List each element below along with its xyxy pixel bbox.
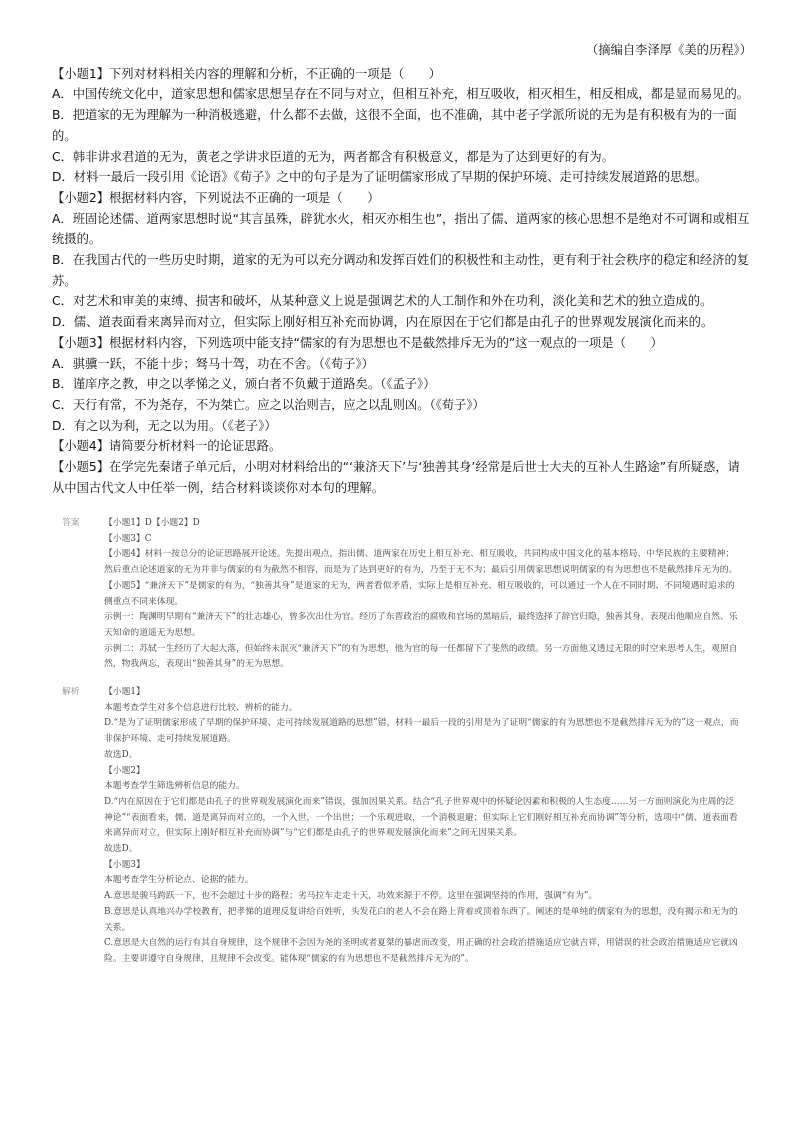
question-2-option-c: C．对艺术和审美的束缚、损害和破坏，从某种意义上说是强调艺术的人工制作和外在功利，淡化美和艺术的独立造成的。 — [52, 294, 713, 309]
question-1-option-d: D．材料一最后一段引用《论语》《荀子》之中的句子是为了证明儒家形成了早期的保护环境、走可持续发展道路的思想。 — [52, 170, 708, 185]
question-3-option-d: D．有之以为利，无之以为用。（《老子》） — [52, 418, 277, 433]
question-3-option-a: A．骐骥一跃，不能十步；驽马十驾，功在不舍。（《荀子》） — [52, 356, 374, 371]
analysis-block — [62, 685, 742, 968]
answer-line: 【小题4】材料一按总分的论证思路展开论述。先提出观点，指出儒、道两家在历史上相互补充、相互吸收，共同构成中国文化的基本格局、中华民族的主要精神；然后重点论述道家的无为并非与儒家的有为截然不相容，而是为了达到更好的有为，乃至于无不为；最后引用儒家思想说明儒家的有为思想也不是截然排斥无为的。 — [104, 549, 738, 576]
analysis-line: 【小题1】 — [104, 687, 145, 698]
analysis-line: 故选D。 — [104, 749, 138, 760]
answer-label: 答案 — [62, 518, 80, 528]
questions-section — [52, 40, 752, 498]
analysis-line: C.意思是大自然的运行有其自身规律，这个规律不会因为尧的圣明或者夏桀的暴虐而改变，用正确的社会政治措施适应它就吉祥，用错误的社会政治措施适应它就凶险。主要讲遵守自身规律，且规律不会改变。能体现“儒家的有为思想也不是截然排斥无为的”。 — [104, 938, 738, 964]
answer-line: 【小题5】“兼济天下”是儒家的有为，“独善其身”是道家的无为，两者看似矛盾，实际上是相互补充、相互吸收的，可以通过一个人在不同时期、不同境遇时追求的侧重点不同来体现。 — [104, 580, 735, 607]
question-1-option-c: C．韩非讲求君道的无为，黄老之学讲求臣道的无为，两者都含有积极意义，都是为了达到更好的有为。 — [52, 149, 614, 164]
answer-block — [62, 516, 742, 673]
answer-line: 示例二：苏轼一生经历了大起大落，但始终未泯灭“兼济天下”的有为思想，他为官的每一任都留下了斐然的政绩。另一方面他又透过无限的时空来思考人生，观照自然，物我两忘，表现出“独善其身”的无为思想。 — [104, 643, 738, 670]
question-2-option-d: D．儒、道表面看来离异而对立，但实际上刚好相互补充而协调，内在原因在于它们都是由孔子的世界观发展演化而来的。 — [52, 315, 714, 330]
analysis-line: 故选D。 — [104, 844, 138, 855]
question-3-stem: 【小题3】根据材料内容，下列选项中能支持“儒家的有为思想也不是截然排斥无为的”这一观点的一项是（ ） — [52, 335, 663, 350]
analysis-line: 本题考查学生对多个信息进行比较、辨析的能力。 — [104, 702, 298, 713]
analysis-content — [104, 685, 742, 968]
answer-analysis-section — [62, 516, 742, 968]
answer-line: 示例一：陶渊明早期有“兼济天下”的壮志雄心，曾多次出仕为官。经历了东晋政治的腐败和官场的黑暗后，最终选择了辞官归隐，独善其身，表现出他顺应自然、乐天知命的道遥无为思想。 — [104, 612, 738, 638]
question-1-stem: 【小题1】下列对材料相关内容的理解和分析，不正确的一项是（ ） — [52, 66, 442, 81]
analysis-line: B.意思是认真地兴办学校教育，把孝悌的道理反复讲给百姓听，头发花白的老人不会在路上背着或顶着东西了。阐述的是单纯的儒家有为的思想，没有揭示和无为的关系。 — [104, 906, 738, 933]
question-3-option-c: C．天行有常，不为尧存，不为桀亡。应之以治则吉，应之以乱则凶。（《荀子》） — [52, 397, 485, 412]
analysis-line: D.“是为了证明儒家形成了早期的保护环境、走可持续发展道路的思想”错，材料一最后一段的引用是为了证明“儒家的有为思想也不是截然排斥无为的”这一观点，而非保护环境、走可持续发展道路。 — [104, 718, 739, 745]
answer-line: 【小题3】C — [104, 533, 152, 544]
analysis-line: 本题考查学生分析论点、论据的能力。 — [104, 875, 254, 886]
analysis-line: 【小题3】 — [104, 859, 145, 870]
question-2-option-b: B．在我国古代的一些历史时期，道家的无为可以充分调动和发挥百姓们的积极性和主动性，更有利于社会秩序的稳定和经济的复苏。 — [52, 253, 750, 288]
analysis-line: A.意思是骏马跨跃一下，也不会超过十步的路程；劣马拉车走走十天，功效来源于不停。这里在强调坚持的作用，强调“有为”。 — [104, 891, 598, 902]
question-1-option-a: A．中国传统文化中，道家思想和儒家思想呈存在不同与对立，但相互补充，相互吸收，相灭相生，相反相成，都是显而易见的。 — [52, 87, 750, 102]
question-3-option-b: B．谨庠序之教，申之以孝悌之义，颁白者不负戴于道路矣。（《孟子》） — [52, 377, 436, 392]
question-2-option-a: A．班固论述儒、道两家思想时说“其言虽殊，辟犹水火，相灭亦相生也”，指出了儒、道两家的核心思想不是绝对不可调和或相互统摄的。 — [52, 211, 750, 247]
question-1-option-b: B．把道家的无为理解为一种消极逃避，什么都不去做，这很不全面，也不准确，其中老子学派所说的无为是有积极有为的一面的。 — [52, 108, 737, 143]
question-2-stem: 【小题2】根据材料内容，下列说法不正确的一项是（ ） — [52, 190, 380, 205]
analysis-line: 本题考查学生筛选辨析信息的能力。 — [104, 781, 245, 792]
source-citation: （摘编自李泽厚《美的历程》） — [585, 43, 752, 57]
answer-line: 【小题1】D【小题2】D — [104, 518, 200, 528]
question-5-stem: 【小题5】在学完先秦诸子单元后，小明对材料给出的“‘兼济天下’与‘独善其身’经常是后世士大夫的互补人生路途”有所疑惑，请从中国古代文人中任举一例，结合材料谈谈你对本句的理解。 — [52, 460, 740, 495]
analysis-line: 【小题2】 — [104, 765, 145, 776]
question-4-stem: 【小题4】请简要分析材料一的论证思路。 — [52, 439, 282, 454]
analysis-line: D.“内在原因在于它们都是由孔子的世界观发展演化而来”错误，强加因果关系。结合“孔子世界观中的怀疑论因素和积极的人生态度……另一方面则演化为庄周的泛神论”“表面看来，儒、道是离异而对立的，一个入世，一个出世；一个乐观进取，一个消极退避；但实际上它们刚好相互补充而协调”等分析，选项中“儒、道表面看来离异而对立，但实际上刚好相互补充而协调”与“它们都是由孔子的世界观发展演化而来”之间无因果关系。 — [104, 796, 738, 839]
answer-content — [104, 516, 742, 673]
analysis-label: 解析 — [62, 687, 80, 698]
